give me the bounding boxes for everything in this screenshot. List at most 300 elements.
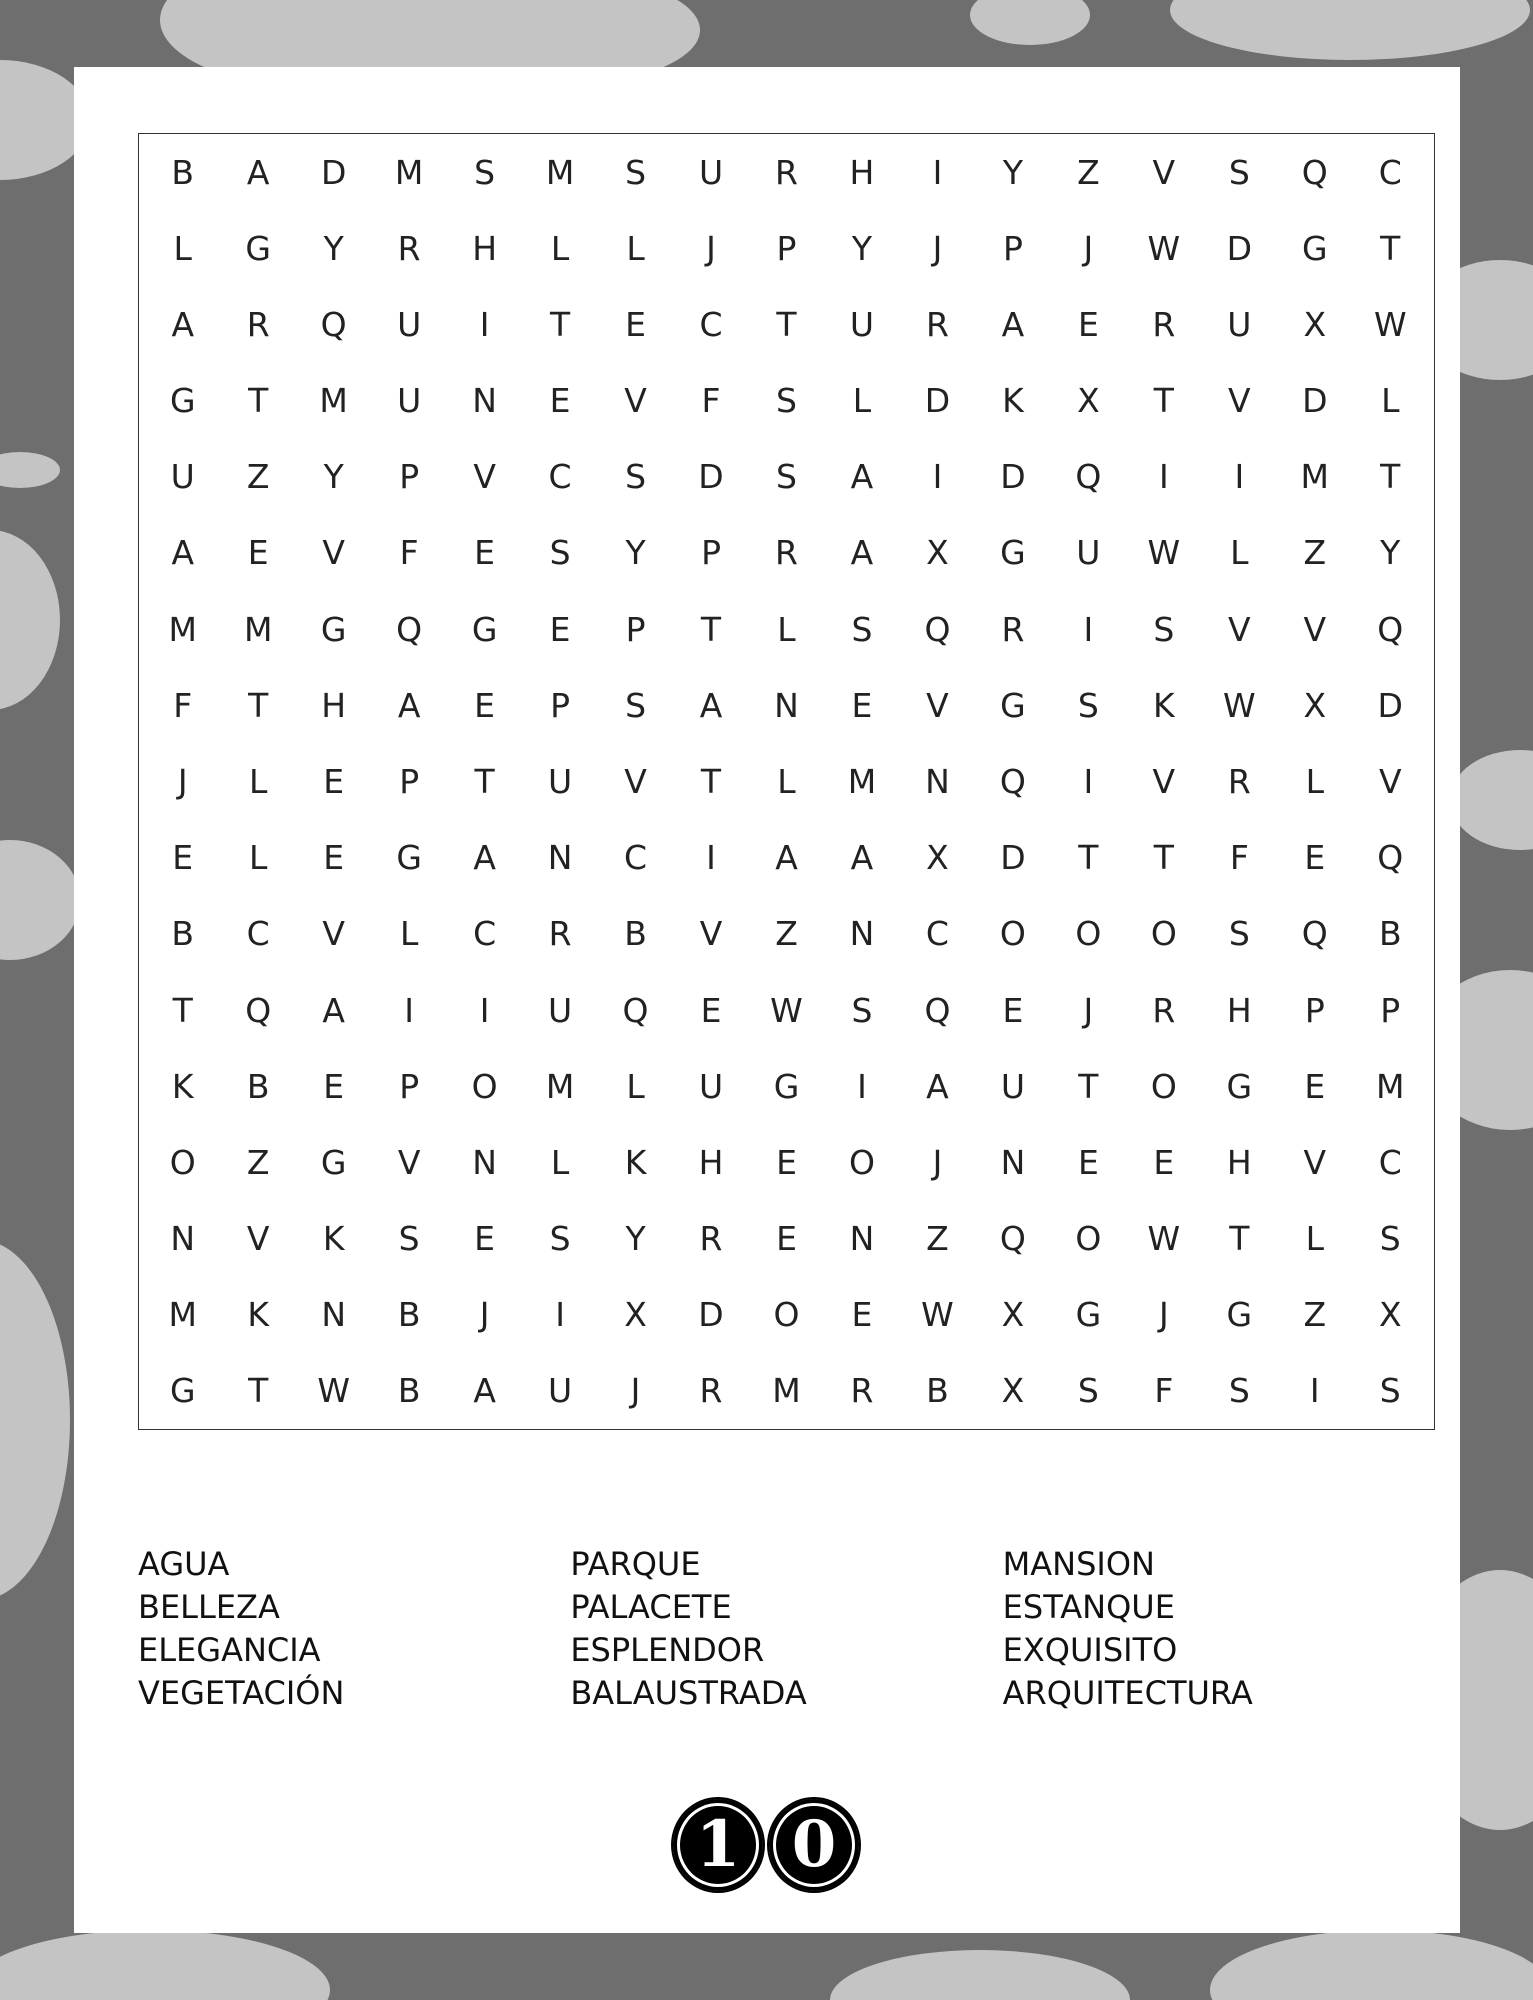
grid-letter: M bbox=[545, 152, 575, 192]
grid-letter: T bbox=[776, 304, 797, 344]
grid-letter: U bbox=[397, 381, 422, 421]
grid-letter: G bbox=[1226, 1295, 1253, 1335]
grid-letter: C bbox=[473, 914, 497, 954]
grid-letter: S bbox=[776, 457, 797, 497]
grid-letter: H bbox=[472, 228, 498, 268]
word-list bbox=[138, 1543, 1435, 1723]
grid-letter: B bbox=[397, 1295, 421, 1335]
grid-letter: C bbox=[925, 914, 949, 954]
grid-letter: O bbox=[1075, 914, 1102, 954]
word-search-grid bbox=[138, 133, 1435, 1430]
grid-letter: K bbox=[247, 1295, 270, 1335]
grid-letter: V bbox=[699, 914, 723, 954]
grid-letter: S bbox=[625, 152, 647, 192]
word-item: ELEGANCIA bbox=[138, 1631, 321, 1669]
grid-letter: X bbox=[1001, 1371, 1025, 1411]
grid-letter: K bbox=[624, 1142, 647, 1182]
grid-letter: Q bbox=[1377, 609, 1404, 649]
grid-letter: S bbox=[776, 381, 797, 421]
grid-letter: U bbox=[170, 457, 195, 497]
grid-letter: C bbox=[548, 457, 572, 497]
grid-letter: L bbox=[1305, 1219, 1324, 1259]
grid-letter: R bbox=[699, 1371, 723, 1411]
grid-letter: Q bbox=[1301, 914, 1328, 954]
grid-letter: D bbox=[1000, 457, 1026, 497]
grid-letter: T bbox=[1153, 381, 1174, 421]
grid-letter: G bbox=[1000, 685, 1026, 725]
grid-letter: B bbox=[397, 1371, 421, 1411]
grid-letter: T bbox=[248, 1371, 269, 1411]
grid-letter: V bbox=[397, 1142, 421, 1182]
grid-letter: V bbox=[473, 457, 496, 497]
grid-letter: V bbox=[1152, 152, 1176, 192]
grid-letter: P bbox=[701, 533, 721, 573]
grid-letter: W bbox=[1147, 1219, 1181, 1259]
grid-letter: E bbox=[474, 685, 496, 725]
grid-letter: U bbox=[1000, 1066, 1025, 1106]
grid-letter: L bbox=[550, 1142, 570, 1182]
grid-letter: U bbox=[548, 990, 573, 1030]
grid-letter: X bbox=[1378, 1295, 1402, 1335]
grid-letter: A bbox=[171, 533, 195, 573]
page-number-digit: 0 bbox=[767, 1797, 861, 1893]
grid-letter: K bbox=[322, 1219, 345, 1259]
grid-letter: V bbox=[1228, 381, 1251, 421]
grid-letter: Y bbox=[625, 533, 646, 573]
grid-letter: L bbox=[777, 609, 796, 649]
grid-letter: R bbox=[699, 1219, 723, 1259]
grid-letter: Q bbox=[1075, 457, 1102, 497]
grid-letter: A bbox=[322, 990, 345, 1030]
grid-letter: A bbox=[473, 838, 496, 878]
grid-letter: F bbox=[1229, 838, 1249, 878]
word-item: ESTANQUE bbox=[1002, 1588, 1175, 1626]
grid-letter: T bbox=[1078, 838, 1099, 878]
grid-letter: A bbox=[850, 533, 874, 573]
grid-letter: X bbox=[624, 1295, 647, 1335]
grid-letter: D bbox=[1000, 838, 1026, 878]
grid-letter: W bbox=[1147, 228, 1181, 268]
word-item: MANSION bbox=[1002, 1545, 1155, 1583]
grid-letter: S bbox=[625, 457, 647, 497]
grid-letter: Y bbox=[323, 228, 344, 268]
grid-letter: A bbox=[775, 838, 798, 878]
grid-letter: S bbox=[398, 1219, 420, 1259]
grid-letter: S bbox=[851, 609, 873, 649]
grid-letter: Y bbox=[851, 228, 873, 268]
grid-letter: G bbox=[169, 381, 196, 421]
grid-letter: V bbox=[624, 761, 647, 801]
grid-letter: G bbox=[320, 1142, 347, 1182]
grid-letter: B bbox=[926, 1371, 949, 1411]
grid-letter: V bbox=[1303, 609, 1327, 649]
grid-letter: G bbox=[320, 609, 347, 649]
grid-letter: E bbox=[1153, 1142, 1175, 1182]
grid-letter: J bbox=[932, 228, 943, 268]
grid-letter: T bbox=[474, 761, 495, 801]
grid-letter: P bbox=[399, 761, 420, 801]
grid-letter: N bbox=[849, 1219, 875, 1259]
grid-letter: Y bbox=[625, 1219, 646, 1259]
grid-letter: M bbox=[168, 609, 197, 649]
grid-letter: M bbox=[168, 1295, 197, 1335]
grid-letter: E bbox=[172, 838, 194, 878]
grid-letter: N bbox=[472, 1142, 497, 1182]
grid-letter: I bbox=[932, 457, 943, 497]
grid-letter: E bbox=[323, 761, 345, 801]
grid-letter: W bbox=[1147, 533, 1181, 573]
grid-letter: R bbox=[850, 1371, 874, 1411]
grid-letter: A bbox=[397, 685, 421, 725]
grid-letter: E bbox=[474, 1219, 496, 1259]
grid-letter: S bbox=[1228, 152, 1250, 192]
grid-letter: E bbox=[851, 1295, 873, 1335]
grid-letter: S bbox=[549, 533, 571, 573]
grid-letter: T bbox=[248, 685, 269, 725]
grid-letter: E bbox=[323, 1066, 345, 1106]
grid-letter: U bbox=[698, 152, 724, 192]
grid-letter: M bbox=[772, 1371, 801, 1411]
grid-letter: Q bbox=[320, 304, 347, 344]
grid-letter: A bbox=[1001, 304, 1025, 344]
grid-letter: D bbox=[1226, 228, 1253, 268]
grid-letter: T bbox=[1153, 838, 1174, 878]
word-item: BELLEZA bbox=[138, 1588, 280, 1626]
grid-letter: H bbox=[1226, 990, 1252, 1030]
grid-letter: V bbox=[1152, 761, 1176, 801]
grid-letter: F bbox=[1154, 1371, 1174, 1411]
grid-letter: O bbox=[848, 1142, 875, 1182]
grid-letter: G bbox=[471, 609, 498, 649]
grid-letter: T bbox=[1380, 457, 1401, 497]
word-item: BALAUSTRADA bbox=[570, 1674, 807, 1712]
grid-letter: Q bbox=[396, 609, 423, 649]
grid-letter: N bbox=[472, 381, 497, 421]
grid-letter: D bbox=[1377, 685, 1403, 725]
grid-letter: R bbox=[925, 304, 949, 344]
word-item: PARQUE bbox=[570, 1545, 701, 1583]
grid-letter: Q bbox=[622, 990, 649, 1030]
grid-letter: B bbox=[171, 152, 195, 192]
grid-letter: E bbox=[700, 990, 722, 1030]
grid-letter: Y bbox=[323, 457, 344, 497]
grid-letter: F bbox=[701, 381, 721, 421]
grid-letter: L bbox=[1230, 533, 1249, 573]
grid-letter: F bbox=[399, 533, 419, 573]
grid-letter: V bbox=[624, 381, 647, 421]
grid-letter: P bbox=[1002, 228, 1023, 268]
grid-letter: B bbox=[246, 1066, 270, 1106]
word-item: ARQUITECTURA bbox=[1002, 1674, 1253, 1712]
grid-letter: Y bbox=[1002, 152, 1023, 192]
grid-letter: I bbox=[1234, 457, 1245, 497]
grid-letter: D bbox=[1302, 381, 1328, 421]
grid-letter: S bbox=[1228, 914, 1250, 954]
grid-letter: H bbox=[849, 152, 875, 192]
grid-letter: M bbox=[319, 381, 348, 421]
grid-letter: R bbox=[1227, 761, 1251, 801]
grid-letter: L bbox=[249, 761, 268, 801]
grid-letter: K bbox=[1002, 381, 1024, 421]
grid-letter: J bbox=[706, 228, 716, 268]
page-number-badge bbox=[671, 1797, 861, 1893]
word-item: AGUA bbox=[138, 1545, 230, 1583]
grid-letter: T bbox=[700, 761, 722, 801]
grid-letter: Z bbox=[926, 1219, 949, 1259]
page-number-digit: 1 bbox=[671, 1797, 765, 1893]
grid-letter: P bbox=[399, 1066, 420, 1106]
grid-letter: U bbox=[1227, 304, 1252, 344]
grid-letter: U bbox=[548, 761, 573, 801]
grid-letter: U bbox=[849, 304, 875, 344]
grid-letter: R bbox=[397, 228, 421, 268]
grid-letter: W bbox=[921, 1295, 954, 1335]
grid-letter: R bbox=[775, 152, 798, 192]
grid-letter: Q bbox=[999, 1219, 1026, 1259]
grid-letter: X bbox=[1303, 685, 1327, 725]
grid-letter: M bbox=[243, 609, 273, 649]
grid-letter: B bbox=[171, 914, 195, 954]
grid-letter: I bbox=[404, 990, 414, 1030]
grid-letter: N bbox=[774, 685, 799, 725]
grid-letter: D bbox=[698, 457, 724, 497]
puzzle-page bbox=[74, 67, 1460, 1933]
grid-letter: P bbox=[1304, 990, 1325, 1030]
grid-letter: Z bbox=[1303, 533, 1327, 573]
grid-letter: E bbox=[1002, 990, 1024, 1030]
grid-letter: M bbox=[545, 1066, 575, 1106]
grid-letter: Z bbox=[1303, 1295, 1327, 1335]
grid-letter: I bbox=[1309, 1371, 1320, 1411]
grid-letter: H bbox=[321, 685, 347, 725]
grid-letter: S bbox=[1153, 609, 1175, 649]
grid-letter: H bbox=[1226, 1142, 1252, 1182]
grid-letter: A bbox=[699, 685, 723, 725]
grid-letter: T bbox=[700, 609, 722, 649]
grid-letter: Q bbox=[1301, 152, 1328, 192]
grid-letter: L bbox=[626, 228, 645, 268]
grid-letter: E bbox=[1304, 1066, 1326, 1106]
grid-letter: Z bbox=[1077, 152, 1100, 192]
grid-letter: E bbox=[323, 838, 345, 878]
grid-letter: P bbox=[550, 685, 571, 725]
grid-letter: S bbox=[1379, 1219, 1401, 1259]
grid-letter: I bbox=[1083, 761, 1094, 801]
grid-letter: G bbox=[1301, 228, 1328, 268]
grid-letter: T bbox=[549, 304, 571, 344]
grid-letter: H bbox=[698, 1142, 724, 1182]
grid-letter: X bbox=[926, 533, 949, 573]
grid-letter: W bbox=[770, 990, 803, 1030]
grid-letter: K bbox=[171, 1066, 194, 1106]
grid-letter: L bbox=[550, 228, 570, 268]
grid-letter: N bbox=[925, 761, 950, 801]
grid-letter: S bbox=[1077, 685, 1099, 725]
grid-letter: O bbox=[471, 1066, 498, 1106]
grid-letter: I bbox=[1083, 609, 1094, 649]
grid-letter: L bbox=[777, 761, 796, 801]
grid-letter: E bbox=[1077, 304, 1099, 344]
grid-letter: G bbox=[1000, 533, 1026, 573]
grid-letter: F bbox=[173, 685, 193, 725]
grid-letter: E bbox=[549, 381, 571, 421]
grid-letter: I bbox=[857, 1066, 867, 1106]
grid-letter: I bbox=[706, 838, 716, 878]
grid-letter: L bbox=[249, 838, 268, 878]
grid-letter: E bbox=[625, 304, 646, 344]
grid-letter: G bbox=[396, 838, 422, 878]
grid-letter: N bbox=[321, 1295, 347, 1335]
grid-letter: C bbox=[1378, 1142, 1402, 1182]
grid-letter: S bbox=[625, 685, 647, 725]
word-list-column bbox=[570, 1543, 1002, 1723]
grid-letter: N bbox=[1000, 1142, 1026, 1182]
grid-letter: J bbox=[1158, 1295, 1169, 1335]
word-list-column bbox=[1003, 1543, 1435, 1723]
grid-letter: W bbox=[1222, 685, 1256, 725]
grid-letter: U bbox=[397, 304, 422, 344]
grid-letter: L bbox=[1305, 761, 1324, 801]
grid-letter: C bbox=[1378, 152, 1402, 192]
grid-letter: E bbox=[549, 609, 571, 649]
grid-letter: O bbox=[1075, 1219, 1102, 1259]
grid-letter: T bbox=[248, 381, 269, 421]
grid-letter: Q bbox=[245, 990, 272, 1030]
grid-letter: G bbox=[773, 1066, 800, 1106]
grid-letter: C bbox=[246, 914, 270, 954]
grid-letter: S bbox=[1228, 1371, 1250, 1411]
grid-letter: Y bbox=[1380, 533, 1401, 573]
grid-letter: V bbox=[1303, 1142, 1327, 1182]
grid-letter: T bbox=[1380, 228, 1401, 268]
grid-letter: T bbox=[172, 990, 193, 1030]
grid-letter: O bbox=[773, 1295, 800, 1335]
grid-letter: W bbox=[317, 1371, 350, 1411]
grid-letter: A bbox=[850, 457, 874, 497]
grid-letter: J bbox=[1083, 228, 1094, 268]
grid-letter: A bbox=[926, 1066, 949, 1106]
grid-letter: K bbox=[1153, 685, 1175, 725]
grid-letter: M bbox=[1300, 457, 1330, 497]
grid-letter: G bbox=[1226, 1066, 1253, 1106]
grid-letter: L bbox=[852, 381, 872, 421]
grid-letter: J bbox=[630, 1371, 641, 1411]
grid-letter: E bbox=[247, 533, 269, 573]
grid-letter: X bbox=[926, 838, 949, 878]
grid-letter: M bbox=[1376, 1066, 1405, 1106]
grid-letter: G bbox=[1075, 1295, 1102, 1335]
grid-letter: Q bbox=[924, 990, 951, 1030]
grid-letter: P bbox=[399, 457, 420, 497]
grid-letter: O bbox=[1150, 914, 1177, 954]
word-item: ESPLENDOR bbox=[570, 1631, 765, 1669]
grid-letter: I bbox=[932, 152, 943, 192]
grid-letter: V bbox=[1378, 761, 1402, 801]
grid-letter: P bbox=[1380, 990, 1401, 1030]
grid-letter: C bbox=[624, 838, 648, 878]
grid-letter: A bbox=[246, 152, 270, 192]
grid-letter: V bbox=[246, 1219, 270, 1259]
grid-letter: W bbox=[1373, 304, 1407, 344]
grid-letter: B bbox=[624, 914, 647, 954]
grid-letter: R bbox=[1152, 990, 1176, 1030]
grid-letter: C bbox=[699, 304, 723, 344]
grid-letter: E bbox=[776, 1142, 797, 1182]
grid-letter: U bbox=[698, 1066, 724, 1106]
grid-letter: E bbox=[1304, 838, 1326, 878]
grid-letter: S bbox=[1379, 1371, 1401, 1411]
word-item: PALACETE bbox=[570, 1588, 732, 1626]
word-item: VEGETACIÓN bbox=[138, 1674, 345, 1712]
grid-letter: P bbox=[625, 609, 646, 649]
grid-letter: Q bbox=[999, 761, 1026, 801]
grid-letter: A bbox=[850, 838, 874, 878]
grid-letter: N bbox=[849, 914, 875, 954]
grid-letter: P bbox=[776, 228, 797, 268]
grid-letter: G bbox=[169, 1371, 196, 1411]
grid-letter: E bbox=[1077, 1142, 1099, 1182]
grid-letter: L bbox=[1381, 381, 1400, 421]
word-item: EXQUISITO bbox=[1002, 1631, 1178, 1669]
grid-letter: L bbox=[173, 228, 192, 268]
grid-letter: I bbox=[1158, 457, 1169, 497]
grid-letter: D bbox=[320, 152, 347, 192]
grid-letter: I bbox=[479, 304, 490, 344]
grid-letter: U bbox=[1076, 533, 1101, 573]
grid-letter: O bbox=[999, 914, 1026, 954]
grid-letter: V bbox=[322, 914, 345, 954]
grid-letter: R bbox=[548, 914, 572, 954]
grid-letter: J bbox=[177, 761, 188, 801]
grid-letter: U bbox=[548, 1371, 573, 1411]
grid-letter: E bbox=[474, 533, 496, 573]
grid-letter: L bbox=[399, 914, 419, 954]
grid-letter: T bbox=[1229, 1219, 1250, 1259]
grid-letter: N bbox=[547, 838, 573, 878]
word-list-column bbox=[138, 1543, 570, 1723]
grid-letter: Q bbox=[924, 609, 951, 649]
grid-letter: V bbox=[926, 685, 949, 725]
grid-letter: Z bbox=[246, 1142, 270, 1182]
grid-letter: R bbox=[1152, 304, 1176, 344]
grid-letter: M bbox=[847, 761, 877, 801]
grid-letter: J bbox=[479, 1295, 490, 1335]
grid-letter: J bbox=[932, 1142, 943, 1182]
grid-letter: V bbox=[322, 533, 345, 573]
grid-letter: T bbox=[1078, 1066, 1099, 1106]
grid-letter: O bbox=[1150, 1066, 1177, 1106]
grid-letter: S bbox=[549, 1219, 571, 1259]
grid-letter: Z bbox=[246, 457, 270, 497]
grid-letter: S bbox=[851, 990, 873, 1030]
grid-letter: B bbox=[1378, 914, 1402, 954]
grid-letter: R bbox=[246, 304, 270, 344]
grid-letter: Z bbox=[775, 914, 798, 954]
grid-letter: E bbox=[851, 685, 873, 725]
grid-letter: X bbox=[1303, 304, 1327, 344]
grid-letter: L bbox=[626, 1066, 645, 1106]
grid-letter: A bbox=[171, 304, 195, 344]
grid-letter: G bbox=[245, 228, 271, 268]
grid-letter: O bbox=[169, 1142, 196, 1182]
grid-letter: I bbox=[555, 1295, 565, 1335]
grid-letter: R bbox=[775, 533, 798, 573]
grid-letter: N bbox=[170, 1219, 196, 1259]
grid-letter: I bbox=[479, 990, 490, 1030]
grid-letter: D bbox=[698, 1295, 724, 1335]
grid-letter: S bbox=[474, 152, 496, 192]
grid-letter: M bbox=[394, 152, 424, 192]
